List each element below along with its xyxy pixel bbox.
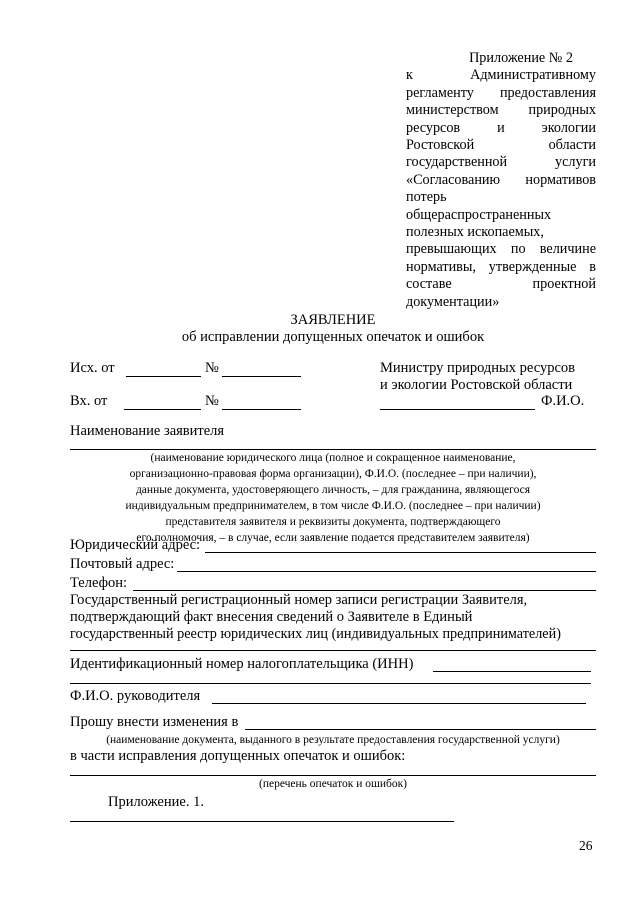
applicant-label: Наименование заявителя (70, 423, 225, 439)
out-date-label: Исх. от (70, 360, 115, 376)
page-number: 26 (579, 838, 593, 853)
out-number-field[interactable] (222, 376, 301, 377)
appendix-line: к Административному (406, 67, 596, 84)
in-number-field[interactable] (222, 409, 301, 410)
request-continuation: в части исправления допущенных опечаток и ошибок: (70, 748, 406, 764)
request-label: Прошу внести изменения в (70, 714, 239, 730)
applicant-hint-line: представителя заявителя и реквизиты документа, подтверждающего (165, 516, 501, 528)
postal-address-field[interactable] (177, 571, 596, 572)
director-field[interactable] (212, 703, 586, 704)
appendix-line: ресурсов и экологии (406, 119, 596, 136)
appendix-line: общераспространенных (406, 206, 552, 223)
appendix-line: составе проектной (406, 276, 596, 293)
ogrn-field[interactable] (70, 650, 596, 651)
appendix-line: нормативы, утвержденные в (406, 258, 596, 275)
attachment-field[interactable] (70, 821, 454, 822)
inn-label: Идентификационный номер налогоплательщика (ИНН) (70, 656, 414, 672)
ogrn-line: государственный реестр юридических лиц (индивидуальных предпринимателей) (70, 626, 561, 642)
request-document-field[interactable] (245, 729, 596, 730)
addressee-fio-field[interactable] (380, 409, 535, 410)
appendix-line: министерством природных (406, 102, 596, 119)
in-number-sign: № (205, 393, 219, 409)
inn-field[interactable] (433, 671, 591, 672)
appendix-title: Приложение № 2 (469, 50, 573, 66)
applicant-hint-line: индивидуальным предпринимателем, в том числе Ф.И.О. (последнее – при наличии) (125, 500, 541, 512)
applicant-hint-line: (наименование юридического лица (полное и сокращенное наименование, (150, 452, 516, 464)
document-subtitle: об исправлении допущенных опечаток и ошибок (181, 329, 485, 345)
out-number-sign: № (205, 360, 219, 376)
appendix-line: «Согласованию нормативов (406, 171, 596, 188)
appendix-line: потерь (406, 189, 447, 206)
addressee-line-1: Министру природных ресурсов (380, 360, 575, 376)
applicant-hint-line: организационно-правовая форма организации), Ф.И.О. (последнее – при наличии), (129, 468, 537, 480)
phone-label: Телефон: (70, 575, 128, 591)
applicant-hint-line: его полномочия, – в случае, если заявление подается представителем заявителя) (136, 532, 530, 544)
appendix-line: полезных ископаемых, (406, 224, 544, 241)
inn-extra-line[interactable] (70, 683, 591, 684)
director-label: Ф.И.О. руководителя (70, 688, 201, 704)
applicant-hint (70, 450, 596, 546)
postal-address-label: Почтовый адрес: (70, 556, 175, 572)
legal-address-label: Юридический адрес: (70, 537, 201, 553)
applicant-hint-line: данные документа, удостоверяющего личность, – для гражданина, являющегося (135, 484, 531, 496)
ogrn-line: Государственный регистрационный номер записи регистрации Заявителя, (70, 592, 528, 608)
in-date-label: Вх. от (70, 393, 108, 409)
appendix-line: государственной услуги (406, 154, 596, 171)
out-date-field[interactable] (126, 376, 201, 377)
request-hint: (наименование документа, выданного в результате предоставления государственной услуги) (106, 734, 560, 746)
appendix-line: превышающих по величине (406, 241, 596, 258)
phone-field[interactable] (133, 590, 596, 591)
legal-address-field[interactable] (205, 552, 596, 553)
ogrn-line: подтверждающий факт внесения сведений о Заявителе в Единый (70, 609, 473, 625)
errors-list-hint: (перечень опечаток и ошибок) (258, 778, 408, 790)
document-title: ЗАЯВЛЕНИЕ (290, 312, 376, 328)
appendix-block (406, 50, 596, 311)
addressee-line-2: и экологии Ростовской области (380, 377, 573, 393)
in-date-field[interactable] (124, 409, 201, 410)
addressee-fio-label: Ф.И.О. (541, 393, 585, 409)
appendix-line: регламенту предоставления (406, 84, 596, 101)
attachment-label: Приложение. 1. (108, 794, 204, 810)
appendix-line: документации» (406, 293, 500, 310)
appendix-line: Ростовской области (406, 137, 596, 154)
